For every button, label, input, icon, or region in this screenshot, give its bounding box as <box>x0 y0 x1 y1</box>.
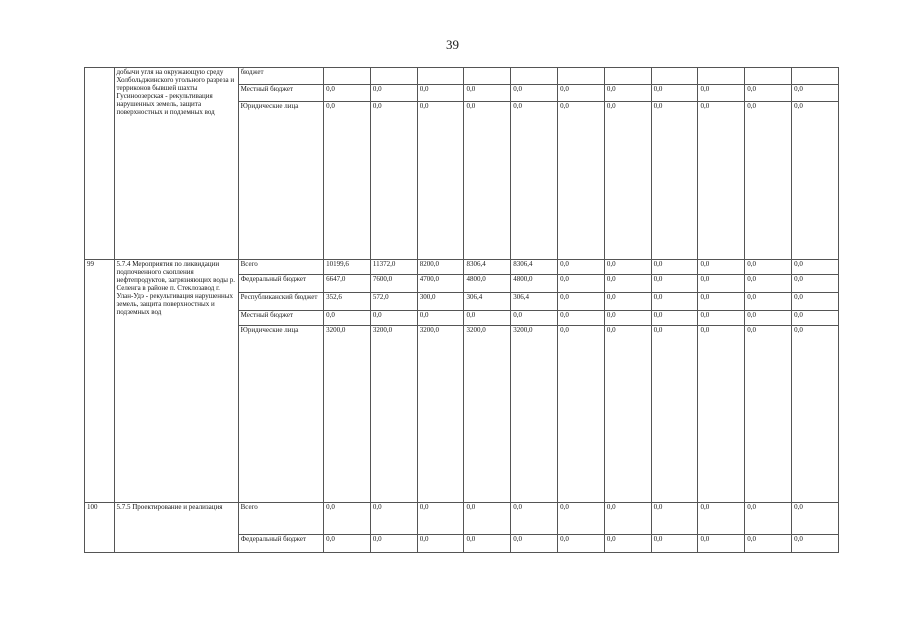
value-cell: 0,0 <box>604 102 651 260</box>
measure-name: 5.7.4 Мероприятия по ликвидации подпочвенного скопления нефтепродуктов, загрязняющих воды р. Селенга в районе п. Стеклозавод г. Улан-Удэ - рекультивация нарушенных земель, защита поверхностных и подземных вод <box>114 260 238 503</box>
value-cell: 0,0 <box>511 503 558 535</box>
value-cell <box>698 68 745 85</box>
value-cell: 0,0 <box>792 275 839 293</box>
value-cell: 0,0 <box>558 102 605 260</box>
value-cell: 3200,0 <box>370 326 417 503</box>
value-cell: 0,0 <box>558 311 605 326</box>
table-row <box>85 68 839 85</box>
value-cell: 10199,6 <box>324 260 371 275</box>
value-cell: 0,0 <box>792 102 839 260</box>
funding-source: Юридические лица <box>238 102 323 260</box>
value-cell: 8200,0 <box>417 260 464 275</box>
value-cell: 3200,0 <box>324 326 371 503</box>
value-cell <box>464 68 511 85</box>
value-cell: 0,0 <box>604 535 651 553</box>
page-number: 39 <box>446 37 459 52</box>
value-cell: 0,0 <box>370 311 417 326</box>
value-cell: 4800,0 <box>511 275 558 293</box>
value-cell: 4700,0 <box>417 275 464 293</box>
value-cell <box>792 68 839 85</box>
value-cell: 0,0 <box>324 85 371 102</box>
value-cell: 0,0 <box>651 535 698 553</box>
value-cell: 0,0 <box>651 326 698 503</box>
funding-source: Федеральный бюджет <box>238 275 323 293</box>
row-number: 100 <box>85 503 115 553</box>
value-cell: 0,0 <box>417 85 464 102</box>
value-cell: 3200,0 <box>511 326 558 503</box>
budget-table <box>84 67 839 553</box>
value-cell: 0,0 <box>698 503 745 535</box>
value-cell: 0,0 <box>792 311 839 326</box>
value-cell: 0,0 <box>651 102 698 260</box>
value-cell: 0,0 <box>511 311 558 326</box>
value-cell: 0,0 <box>698 326 745 503</box>
funding-source: Республиканский бюджет <box>238 293 323 311</box>
value-cell: 4800,0 <box>464 275 511 293</box>
value-cell: 3200,0 <box>464 326 511 503</box>
value-cell: 0,0 <box>604 275 651 293</box>
value-cell: 0,0 <box>558 535 605 553</box>
value-cell: 8306,4 <box>464 260 511 275</box>
value-cell: 0,0 <box>745 326 792 503</box>
funding-source: Местный бюджет <box>238 85 323 102</box>
value-cell: 0,0 <box>792 293 839 311</box>
value-cell: 0,0 <box>745 503 792 535</box>
value-cell: 0,0 <box>324 503 371 535</box>
value-cell: 0,0 <box>698 260 745 275</box>
value-cell: 0,0 <box>417 311 464 326</box>
value-cell: 0,0 <box>370 535 417 553</box>
funding-source: Всего <box>238 260 323 275</box>
value-cell: 0,0 <box>604 326 651 503</box>
value-cell: 0,0 <box>792 503 839 535</box>
value-cell: 0,0 <box>698 311 745 326</box>
value-cell: 0,0 <box>745 311 792 326</box>
value-cell: 0,0 <box>745 293 792 311</box>
value-cell: 0,0 <box>745 260 792 275</box>
value-cell: 0,0 <box>417 503 464 535</box>
value-cell: 0,0 <box>324 311 371 326</box>
value-cell: 0,0 <box>464 102 511 260</box>
value-cell <box>651 68 698 85</box>
value-cell: 0,0 <box>511 535 558 553</box>
value-cell <box>370 68 417 85</box>
value-cell: 0,0 <box>464 535 511 553</box>
value-cell: 306,4 <box>464 293 511 311</box>
value-cell: 0,0 <box>324 535 371 553</box>
value-cell: 0,0 <box>604 293 651 311</box>
value-cell: 0,0 <box>558 260 605 275</box>
value-cell <box>511 68 558 85</box>
funding-source: Всего <box>238 503 323 535</box>
value-cell: 0,0 <box>651 293 698 311</box>
value-cell: 0,0 <box>558 85 605 102</box>
value-cell: 0,0 <box>558 503 605 535</box>
value-cell: 0,0 <box>558 275 605 293</box>
table-row <box>85 503 839 535</box>
row-number: 99 <box>85 260 115 503</box>
value-cell: 0,0 <box>417 535 464 553</box>
value-cell: 0,0 <box>651 311 698 326</box>
value-cell: 11372,0 <box>370 260 417 275</box>
value-cell <box>604 68 651 85</box>
value-cell: 0,0 <box>745 275 792 293</box>
value-cell: 0,0 <box>604 85 651 102</box>
value-cell: 0,0 <box>792 260 839 275</box>
value-cell: 0,0 <box>511 102 558 260</box>
value-cell: 0,0 <box>324 102 371 260</box>
value-cell: 0,0 <box>558 326 605 503</box>
value-cell: 0,0 <box>698 85 745 102</box>
value-cell: 0,0 <box>698 102 745 260</box>
value-cell: 572,0 <box>370 293 417 311</box>
value-cell: 352,6 <box>324 293 371 311</box>
value-cell <box>745 68 792 85</box>
value-cell: 0,0 <box>558 293 605 311</box>
row-number <box>85 68 115 260</box>
value-cell: 0,0 <box>698 293 745 311</box>
funding-source: Местный бюджет <box>238 311 323 326</box>
value-cell: 0,0 <box>792 85 839 102</box>
value-cell: 0,0 <box>464 85 511 102</box>
funding-source: Юридические лица <box>238 326 323 503</box>
value-cell: 0,0 <box>417 102 464 260</box>
value-cell <box>558 68 605 85</box>
value-cell: 0,0 <box>651 85 698 102</box>
value-cell <box>324 68 371 85</box>
value-cell: 7600,0 <box>370 275 417 293</box>
value-cell: 0,0 <box>651 503 698 535</box>
value-cell: 0,0 <box>792 326 839 503</box>
value-cell: 3200,0 <box>417 326 464 503</box>
value-cell: 0,0 <box>745 102 792 260</box>
value-cell: 0,0 <box>604 503 651 535</box>
value-cell: 0,0 <box>698 535 745 553</box>
value-cell: 0,0 <box>370 102 417 260</box>
value-cell: 300,0 <box>417 293 464 311</box>
value-cell: 0,0 <box>464 503 511 535</box>
value-cell: 0,0 <box>698 275 745 293</box>
measure-name: добычи угля на окружающую среду Холбольджинского угольного разреза и терриконов бывшей шахты Гусиноозерская - рекультивация нарушенных земель, защита поверхностных и подземных вод <box>114 68 238 260</box>
value-cell: 0,0 <box>792 535 839 553</box>
funding-source: бюджет <box>238 68 323 85</box>
value-cell: 0,0 <box>604 311 651 326</box>
value-cell: 0,0 <box>370 85 417 102</box>
table-row <box>85 260 839 275</box>
value-cell: 0,0 <box>464 311 511 326</box>
value-cell: 0,0 <box>651 275 698 293</box>
value-cell: 0,0 <box>370 503 417 535</box>
measure-name: 5.7.5 Проектирование и реализация <box>114 503 238 553</box>
value-cell: 306,4 <box>511 293 558 311</box>
value-cell: 0,0 <box>745 535 792 553</box>
value-cell: 0,0 <box>651 260 698 275</box>
funding-source: Федеральный бюджет <box>238 535 323 553</box>
value-cell: 0,0 <box>745 85 792 102</box>
value-cell: 0,0 <box>511 85 558 102</box>
value-cell: 8306,4 <box>511 260 558 275</box>
value-cell: 6647,0 <box>324 275 371 293</box>
value-cell <box>417 68 464 85</box>
value-cell: 0,0 <box>604 260 651 275</box>
